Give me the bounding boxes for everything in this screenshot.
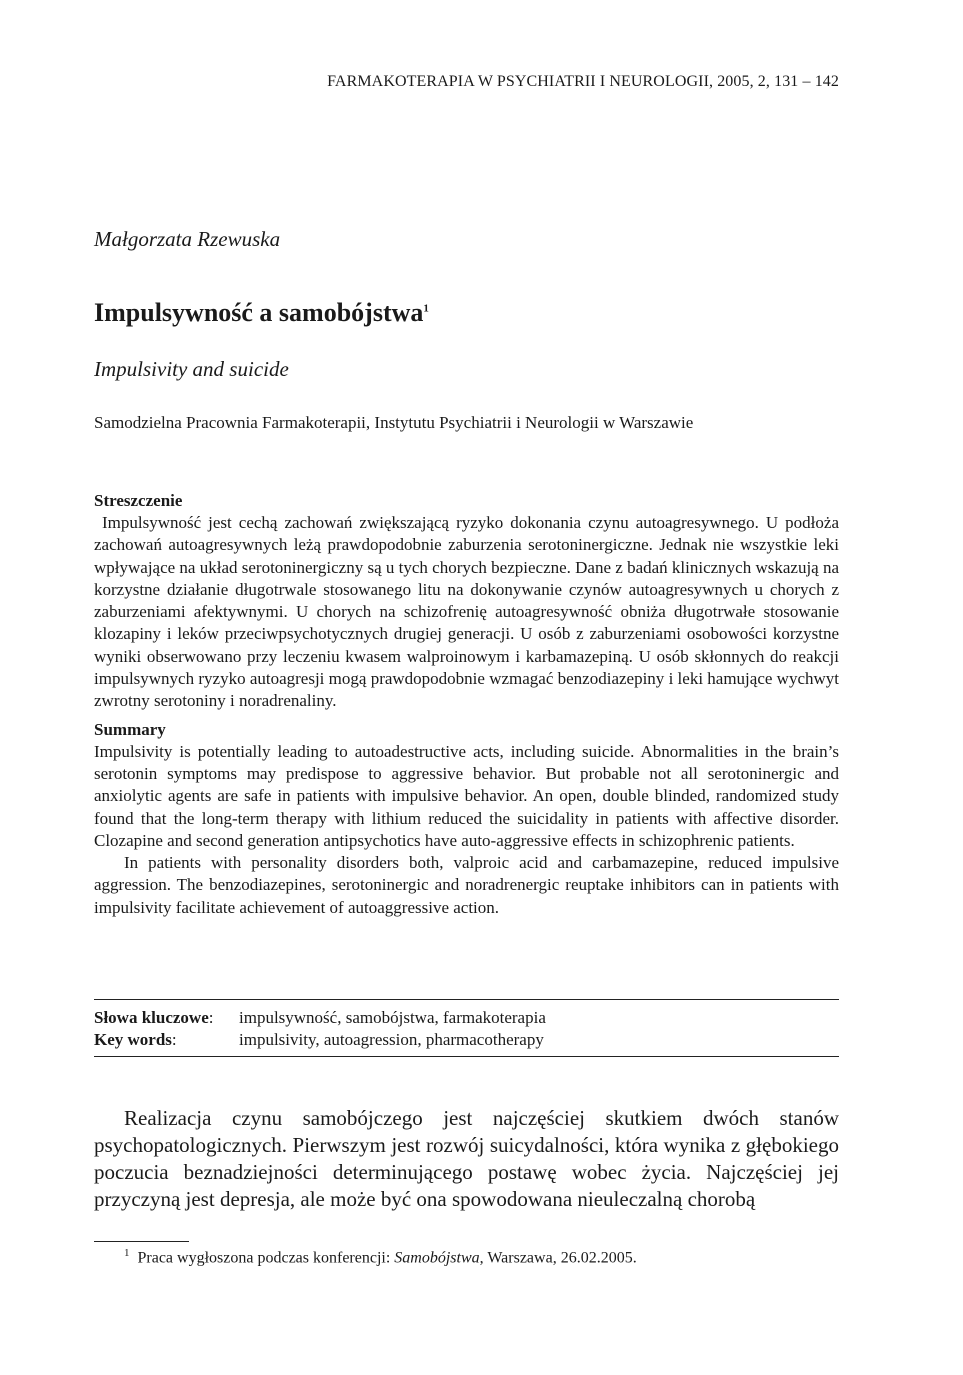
- keywords-en-values: impulsivity, autoagression, pharmacotherapy: [239, 1030, 544, 1049]
- keywords-pl-label-wrap: [94, 1007, 239, 1029]
- keywords-en-label-wrap: [94, 1029, 239, 1051]
- body-paragraph: Realizacja czynu samobójczego jest najczęściej skutkiem dwóch stanów psychopatologicznych. Pierwszym jest rozwój suicydalności, która wynika z głębokiego poczucia beznadziejności determinującego postawę wobec życia. Najczęściej jej przyczyną jest depresja, ale może być ona spowodowana nieuleczalną chorobą: [94, 1106, 839, 1211]
- article-title-text: Impulsywność a samobójstwa: [94, 298, 424, 327]
- keywords-en-colon: :: [171, 1030, 177, 1049]
- footnote-text-after: , Warszawa, 26.02.2005.: [479, 1249, 637, 1267]
- abstract-en-paragraph-1: Impulsivity is potentially leading to autoadestructive acts, including suicide. Abnormalities in the brain’s serotonin symptoms may predispose to aggressive behavior. But probable not all serotoninergic and anxiolytic agents are safe in patients with impulsive behavior. An open, double blinded, randomized study found that the long-term therapy with lithium reduced the suicidality in patients with affective disorder. Clozapine and second generation antipsychotics have auto-aggressive effects in schizophrenic patients.: [94, 741, 839, 850]
- author-name: Małgorzata Rzewuska: [94, 227, 281, 251]
- footnote-conference-name: Samobójstwa: [394, 1249, 480, 1267]
- keywords-pl-colon: :: [208, 1008, 214, 1027]
- running-header: FARMAKOTERAPIA W PSYCHIATRII I NEUROLOGII, 2005, 2, 131 – 142: [327, 73, 839, 90]
- footnote-mark: 1: [124, 1247, 130, 1259]
- abstract-pl-heading: Streszczenie: [94, 491, 183, 510]
- footnote-divider: [94, 1241, 189, 1242]
- keywords-pl-row: [94, 1007, 839, 1029]
- keywords-en-row: [94, 1029, 839, 1051]
- abstract-en-paragraph-2: In patients with personality disorders both, valproic acid and carbamazepine, reduced impulsive aggression. The benzodiazepines, serotoninergic and noradrenergic reuptake inhibitors can in patients with impulsivity facilitate achievement of autoaggressive action.: [94, 853, 839, 917]
- abstract-section: [94, 490, 839, 919]
- affiliation: Samodzielna Pracownia Farmakoterapii, Instytutu Psychiatrii i Neurologii w Warszawie: [94, 413, 694, 432]
- article-subtitle: Impulsivity and suicide: [94, 357, 289, 381]
- keywords-pl-values: impulsywność, samobójstwa, farmakoterapia: [239, 1008, 546, 1027]
- keywords-box: [94, 999, 839, 1057]
- footnote: [124, 1247, 637, 1267]
- abstract-en-heading: Summary: [94, 719, 166, 739]
- keywords-en-label: Key words: [94, 1030, 172, 1049]
- title-footnote-mark: 1: [423, 302, 429, 315]
- keywords-pl-label: Słowa kluczowe: [94, 1008, 209, 1027]
- abstract-pl-text: Impulsywność jest cechą zachowań zwiększającą ryzyko dokonania czynu autoagresywnego. U podłoża zachowań autoagresywnych leżą prawdopodobnie zaburzenia serotoninergiczne. Jednak nie wszystkie leki wpływające na układ serotoninergiczny są u tych chorych bezpieczne. Dane z badań klinicznych wskazują na korzystne działanie długotrwale stosowanego litu na dokonywanie czynów autoagresywnych u chorych z zaburzeniami afektywnymi. U chorych na schizofrenię autoagresywność obniża długotrwałe stosowanie klozapiny i leków przeciwpsychotycznych drugiej generacji. U osób z zaburzeniami osobowości korzystne wyniki obserwowano przy leczeniu kwasem walproinowym i karbamazepiną. U osób skłonnych do reakcji impulsywnych ryzyko autoagresji mogą prawdopodobnie wzmagać benzodiazepiny i leki hamujące wychwyt zwrotny serotoniny i noradrenaliny.: [94, 513, 840, 711]
- article-title: [94, 298, 429, 328]
- footnote-text-before: Praca wygłoszona podczas konferencji:: [137, 1249, 395, 1267]
